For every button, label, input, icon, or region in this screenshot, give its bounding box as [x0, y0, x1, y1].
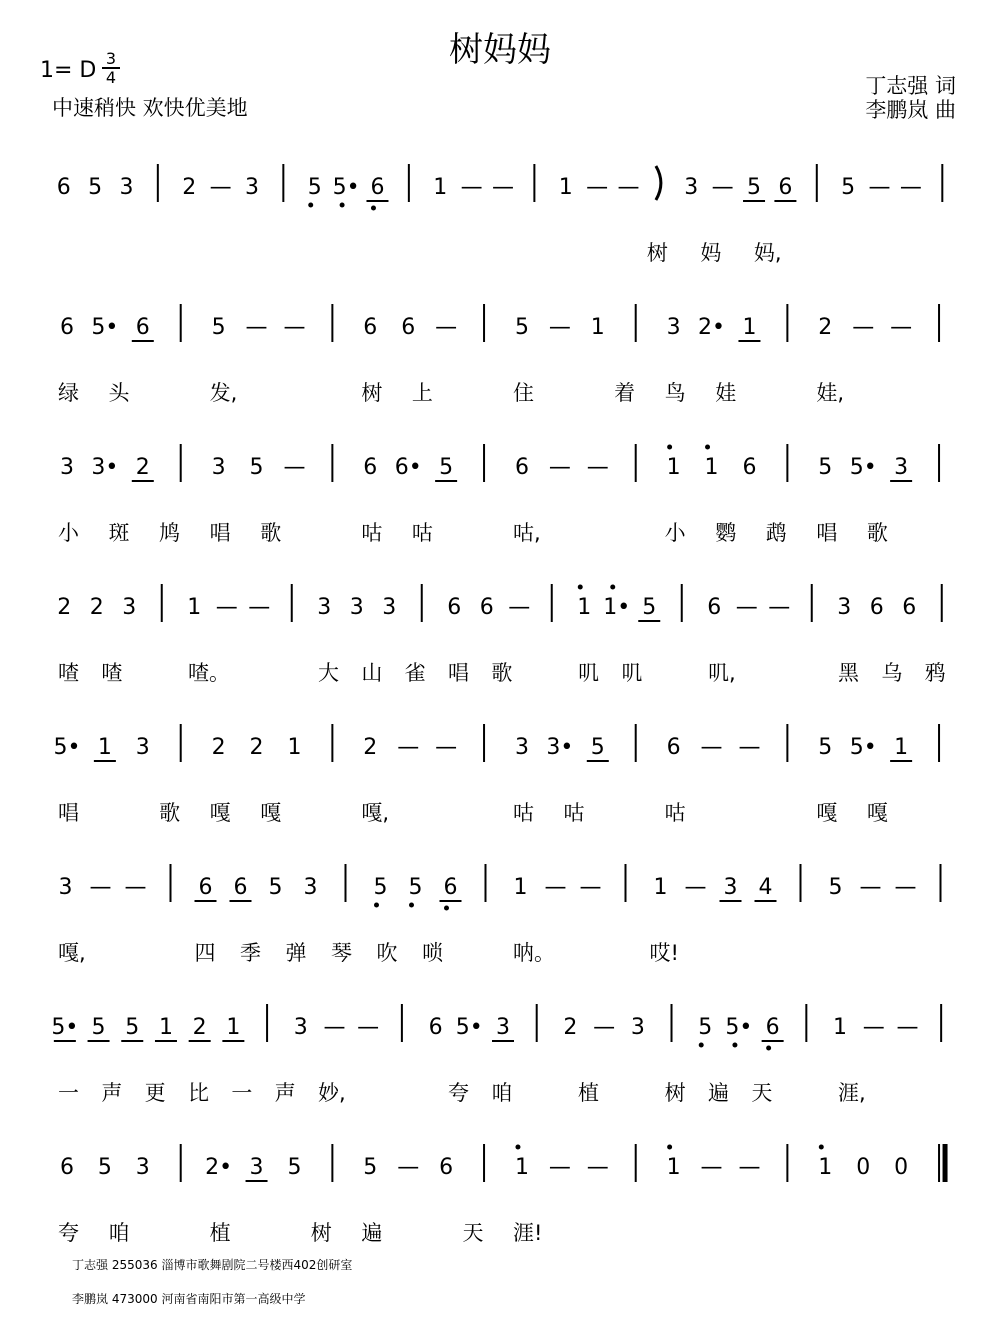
high-octave-dot [705, 445, 710, 450]
note: 5 [249, 455, 264, 480]
note: 6 [902, 595, 917, 620]
note: 6 [56, 175, 71, 200]
lyric-syllable: 嘎 [816, 801, 838, 825]
high-octave-dot [515, 1145, 520, 1150]
lyric-syllable: 夸 [448, 1081, 469, 1105]
dash-extension: — [357, 1015, 380, 1040]
note: 6 [666, 735, 681, 760]
dash-extension: — [323, 1015, 346, 1040]
note: 5 [97, 1155, 112, 1180]
note: 5• [91, 315, 119, 340]
low-octave-dot [409, 903, 414, 908]
note: 6 [135, 315, 150, 340]
note: 3 [666, 315, 681, 340]
note: 2• [205, 1155, 233, 1180]
note: 6 [59, 1155, 74, 1180]
tempo-marking: 中速稍快 欢快优美地 [52, 96, 248, 120]
note: 1 [513, 875, 528, 900]
note: 6 [447, 595, 462, 620]
note: 6 [233, 875, 248, 900]
note: 3 [514, 735, 529, 760]
note: 3 [837, 595, 852, 620]
note: 2• [698, 315, 726, 340]
lyric-syllable: 天 [462, 1221, 484, 1245]
note: 3• [546, 735, 574, 760]
note: 5 [698, 1015, 713, 1040]
note: 1 [666, 1155, 681, 1180]
dash-extension: — [735, 595, 758, 620]
high-octave-dot [667, 1145, 672, 1150]
note: 6 [479, 595, 494, 620]
note: 0 [856, 1155, 871, 1180]
lyric-syllable: 喳 [58, 661, 79, 685]
note: 0 [894, 1155, 909, 1180]
dash-extension: — [862, 1015, 885, 1040]
dash-extension: — [586, 1155, 609, 1180]
lyric-syllable: 着 [614, 381, 636, 405]
low-octave-dot [766, 1046, 771, 1051]
lyricist-credit: 丁志强 词 [865, 74, 956, 98]
note: 3 [496, 1015, 510, 1040]
lyric-syllable: 喳 [101, 661, 123, 685]
composer-credit: 李鹏岚 曲 [865, 98, 956, 122]
footer-lyricist-address: 丁志强 255036 淄博市歌舞剧院二号楼西402创研室 [72, 1258, 353, 1272]
lyric-syllable: 哎! [649, 941, 679, 965]
note: 2 [182, 175, 197, 200]
lyric-syllable: 歌 [491, 661, 513, 685]
note: 3 [249, 1155, 264, 1180]
dash-extension: — [215, 595, 238, 620]
note: 5 [307, 175, 322, 200]
lyric-syllable: 声 [101, 1081, 123, 1105]
lyric-syllable: 嘎 [209, 801, 231, 825]
lyric-syllable: 植 [209, 1221, 231, 1245]
note: 5• [332, 175, 360, 200]
note: 3 [723, 875, 738, 900]
note: 3 [211, 455, 226, 480]
note: 5 [373, 875, 388, 900]
dash-extension: — [852, 315, 875, 340]
lyric-syllable: 山 [361, 661, 383, 685]
dash-extension: — [548, 315, 571, 340]
high-octave-dot [819, 1145, 824, 1150]
note: 5 [211, 315, 226, 340]
note: 3 [382, 595, 397, 620]
dash-extension: — [460, 175, 483, 200]
note: 3 [58, 875, 73, 900]
low-octave-dot [699, 1043, 704, 1048]
note: 6 [401, 315, 416, 340]
dash-extension: — [868, 175, 891, 200]
note: 5 [363, 1155, 378, 1180]
note: 1 [433, 175, 448, 200]
lyric-syllable: 天 [751, 1081, 773, 1105]
note: 2 [89, 595, 104, 620]
note: 6 [707, 595, 722, 620]
dash-extension: — [593, 1015, 616, 1040]
lyric-syllable: 鸠 [159, 521, 181, 545]
dash-extension: — [435, 315, 458, 340]
dash-extension: — [859, 875, 882, 900]
lyric-syllable: 咕 [513, 801, 534, 825]
note: 3 [244, 175, 259, 200]
note: 4 [758, 875, 773, 900]
lyric-syllable: 唢 [422, 941, 443, 965]
lyric-syllable: 咕 [411, 521, 433, 545]
note: 5 [91, 1015, 106, 1040]
note: 2 [192, 1015, 207, 1040]
note: 5 [642, 595, 657, 620]
dash-extension: — [245, 315, 268, 340]
lyric-syllable: 鸟 [664, 381, 686, 405]
lyric-syllable: 娃 [715, 381, 737, 405]
lyric-syllable: 树 [361, 381, 383, 405]
low-octave-dot [732, 1043, 737, 1048]
dash-extension: — [700, 1155, 723, 1180]
lyric-syllable: 唱 [448, 661, 469, 685]
dash-extension: — [508, 595, 531, 620]
lyric-syllable: 斑 [108, 521, 130, 545]
lyric-syllable: 遍 [361, 1221, 383, 1245]
note: 3• [91, 455, 119, 480]
lyric-syllable: 声 [274, 1081, 296, 1105]
dash-extension: — [124, 875, 147, 900]
note: 1 [666, 455, 681, 480]
dash-extension: — [283, 315, 306, 340]
lyric-syllable: 小 [58, 521, 79, 545]
note: 1• [603, 595, 631, 620]
note: 2 [363, 735, 378, 760]
note: 5 [818, 455, 833, 480]
lyric-syllable: 咕, [513, 521, 541, 545]
note: 6 [363, 455, 378, 480]
lyric-syllable: 咱 [108, 1221, 130, 1245]
lyric-syllable: 嘎 [260, 801, 282, 825]
note: 5 [439, 455, 454, 480]
note: 2 [249, 735, 264, 760]
lyric-syllable: 雀 [404, 661, 426, 685]
note: 6• [394, 455, 422, 480]
lyric-syllable: 唱 [209, 521, 231, 545]
note: 5• [725, 1015, 753, 1040]
lyric-syllable: 嘎 [866, 801, 888, 825]
lyric-syllable: 小 [664, 521, 686, 545]
note: 6 [198, 875, 213, 900]
note: 3 [894, 455, 909, 480]
note: 2 [135, 455, 150, 480]
dash-extension: — [548, 1155, 571, 1180]
dash-extension: — [684, 875, 707, 900]
lyric-syllable: 树 [646, 241, 668, 265]
note: 2 [563, 1015, 578, 1040]
lyric-syllable: 咕 [664, 801, 686, 825]
note: 5• [849, 455, 877, 480]
low-octave-dot [444, 906, 449, 911]
lyric-syllable: 琴 [331, 941, 352, 965]
dash-extension: — [768, 595, 791, 620]
note: 6 [428, 1015, 443, 1040]
note: 3 [293, 1015, 308, 1040]
dash-extension: — [586, 455, 609, 480]
note: 1 [514, 1155, 529, 1180]
note: 3 [135, 735, 150, 760]
low-octave-dot [371, 206, 376, 211]
note: 1 [653, 875, 668, 900]
dash-extension: — [492, 175, 514, 200]
note: 1 [894, 735, 909, 760]
note: 6 [765, 1015, 780, 1040]
note: 5 [828, 875, 843, 900]
lyric-syllable: 喳。 [188, 661, 230, 685]
note: 6 [869, 595, 884, 620]
note: 5• [51, 1015, 79, 1040]
note: 3 [303, 875, 318, 900]
lyric-syllable: 鸦 [924, 661, 946, 685]
note: 3 [59, 455, 74, 480]
lyric-syllable: 绿 [58, 381, 79, 405]
note: 1 [704, 455, 719, 480]
note: 5 [268, 875, 283, 900]
lyric-syllable: 娃, [816, 381, 845, 405]
lyric-syllable: 妈, [753, 241, 782, 265]
note: 3 [317, 595, 332, 620]
lyric-syllable: 鹦 [715, 521, 737, 545]
lyric-syllable: 一 [58, 1081, 79, 1105]
dash-extension: — [894, 875, 917, 900]
lyric-syllable: 植 [578, 1081, 599, 1105]
dash-extension: — [617, 175, 640, 200]
note: 5• [849, 735, 877, 760]
lyric-syllable: 乌 [881, 661, 903, 685]
song-title: 树妈妈 [449, 30, 551, 70]
note: 5 [841, 175, 856, 200]
high-octave-dot [667, 445, 672, 450]
lyric-syllable: 吹 [376, 941, 398, 965]
dash-extension: — [209, 175, 232, 200]
lyric-syllable: 叽 [621, 661, 643, 685]
dash-extension: — [548, 455, 571, 480]
lyric-syllable: 妙, [318, 1081, 346, 1105]
note: 5 [408, 875, 423, 900]
note: 1 [558, 175, 573, 200]
note: 1 [158, 1015, 173, 1040]
lyric-syllable: 涯! [513, 1221, 543, 1245]
dash-extension: — [711, 175, 734, 200]
note: 1 [833, 1015, 848, 1040]
lyric-syllable: 叽 [578, 661, 599, 685]
lyric-syllable: 妈 [700, 241, 722, 265]
note: 6 [514, 455, 529, 480]
note: 5 [590, 735, 605, 760]
lyric-syllable: 季 [240, 941, 261, 965]
dash-extension: — [544, 875, 567, 900]
note: 6 [363, 315, 378, 340]
lyric-syllable: 歌 [260, 521, 282, 545]
lyric-syllable: 咕 [361, 521, 383, 545]
low-octave-dot [340, 203, 345, 208]
note: 6 [443, 875, 458, 900]
note: 1 [742, 315, 757, 340]
high-octave-dot [610, 585, 615, 590]
note: 3 [135, 1155, 150, 1180]
time-signature-bottom: 4 [105, 68, 117, 87]
time-signature-top: 3 [102, 50, 120, 69]
note: 1 [577, 595, 592, 620]
dash-extension: — [579, 875, 602, 900]
dash-extension: — [896, 1015, 919, 1040]
lyric-syllable: 嘎, [361, 801, 390, 825]
lyric-syllable: 唱 [816, 521, 838, 545]
dash-extension: — [586, 175, 609, 200]
dash-extension: — [397, 1155, 420, 1180]
note: 5 [818, 735, 833, 760]
lyric-syllable: 鹉 [765, 521, 787, 545]
lyric-syllable: 咱 [491, 1081, 513, 1105]
lyric-syllable: 发, [209, 381, 238, 405]
lyric-syllable: 咕 [563, 801, 585, 825]
dash-extension: — [283, 455, 306, 480]
lyric-syllable: 比 [188, 1081, 209, 1105]
dash-extension: — [89, 875, 112, 900]
note: 3 [684, 175, 699, 200]
note: 1 [226, 1015, 241, 1040]
dash-extension: — [435, 735, 458, 760]
lyric-syllable: 上 [411, 381, 433, 405]
note: 2 [211, 735, 226, 760]
lyric-syllable: 头 [108, 381, 130, 405]
note: 1 [287, 735, 302, 760]
lyric-syllable: 弹 [285, 941, 307, 965]
lyric-syllable: 遍 [708, 1081, 729, 1105]
lyric-syllable: 呐。 [513, 941, 555, 965]
note: 5 [287, 1155, 302, 1180]
lyric-syllable: 叽, [708, 661, 736, 685]
note: 6 [742, 455, 757, 480]
dash-extension: — [890, 315, 913, 340]
note: 5• [455, 1015, 483, 1040]
key-signature: 1= D [40, 58, 97, 83]
note: 5 [747, 175, 762, 200]
low-octave-dot [308, 203, 313, 208]
dash-extension: — [700, 735, 723, 760]
lyric-syllable: 一 [231, 1081, 253, 1105]
footer-composer-address: 李鹏岚 473000 河南省南阳市第一高级中学 [72, 1292, 306, 1306]
note: 1 [187, 595, 202, 620]
note: 3 [122, 595, 137, 620]
lyric-syllable: 涯, [838, 1081, 866, 1105]
note: 3 [630, 1015, 645, 1040]
lyric-syllable: 黑 [838, 661, 859, 685]
lyric-syllable: 歌 [159, 801, 181, 825]
note: 6 [778, 175, 793, 200]
lyric-syllable: 嘎, [58, 941, 86, 965]
lyric-syllable: 住 [513, 381, 534, 405]
note: 1 [818, 1155, 833, 1180]
lyric-syllable: 更 [144, 1081, 166, 1105]
lyric-syllable: 夸 [58, 1221, 79, 1245]
note: 1 [97, 735, 112, 760]
high-octave-dot [578, 585, 583, 590]
note: 1 [590, 315, 605, 340]
note: 2 [818, 315, 833, 340]
note: 3 [349, 595, 364, 620]
low-octave-dot [374, 903, 379, 908]
dash-extension: — [738, 735, 761, 760]
lyric-syllable: 树 [664, 1081, 686, 1105]
lyric-syllable: 歌 [866, 521, 888, 545]
note: 6 [370, 175, 385, 200]
note: 5• [53, 735, 81, 760]
note: 5 [125, 1015, 140, 1040]
dash-extension: — [899, 175, 922, 200]
dash-extension: — [248, 595, 271, 620]
note: 2 [57, 595, 72, 620]
note: 3 [119, 175, 134, 200]
dash-extension: — [397, 735, 420, 760]
note: 6 [59, 315, 74, 340]
dash-extension: — [738, 1155, 761, 1180]
lyric-syllable: 四 [194, 941, 216, 965]
lyric-syllable: 大 [318, 661, 339, 685]
note: 5 [514, 315, 529, 340]
note: 6 [439, 1155, 454, 1180]
note: 5 [88, 175, 103, 200]
lyric-syllable: 唱 [58, 801, 79, 825]
repeat-bracket [656, 166, 661, 200]
lyric-syllable: 树 [310, 1221, 332, 1245]
